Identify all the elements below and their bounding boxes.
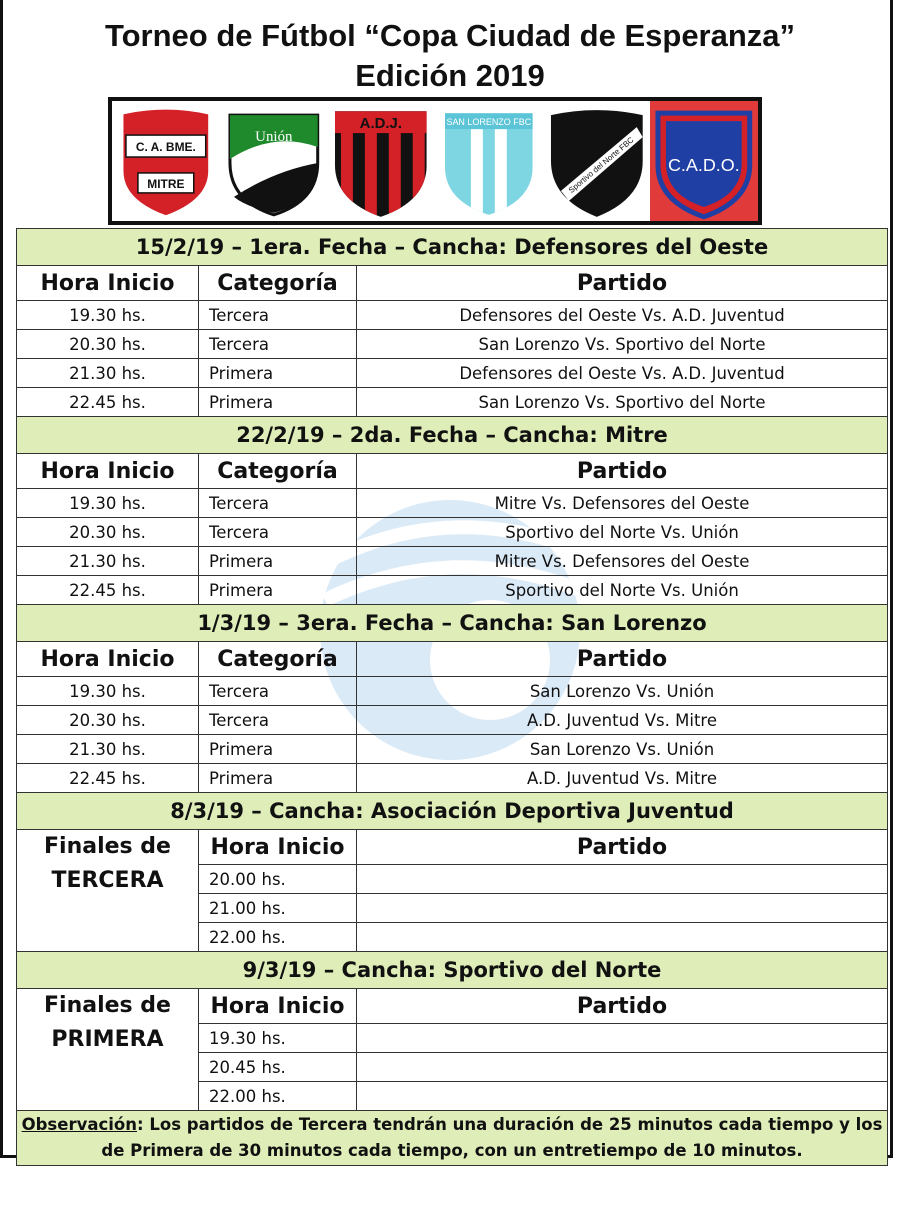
hora-cell: 20.30 hs.: [17, 518, 199, 547]
adj-crest: [327, 101, 435, 221]
column-header-categoria: Categoría: [199, 454, 357, 489]
partido-cell: A.D. Juventud Vs. Mitre: [357, 706, 888, 735]
fecha-heading: 15/2/19 – 1era. Fecha – Cancha: Defensores del Oeste: [17, 229, 888, 266]
hora-cell: 22.00 hs.: [199, 923, 357, 952]
column-header-partido: Partido: [357, 642, 888, 677]
hora-cell: 19.30 hs.: [17, 301, 199, 330]
categoria-cell: Primera: [199, 735, 357, 764]
svg-text:C.A.D.O.: C.A.D.O.: [668, 154, 741, 175]
page-title: Torneo de Fútbol “Copa Ciudad de Esperanza”: [104, 18, 796, 53]
categoria-cell: Primera: [199, 547, 357, 576]
club-crests-strip: [108, 97, 762, 225]
svg-text:MITRE: MITRE: [147, 176, 185, 191]
svg-text:SAN LORENZO FBC: SAN LORENZO FBC: [446, 117, 532, 128]
column-header-categoria: Categoría: [199, 642, 357, 677]
hora-cell: 20.00 hs.: [199, 865, 357, 894]
partido-cell: Sportivo del Norte Vs. Unión: [357, 576, 888, 605]
fecha-heading: 22/2/19 – 2da. Fecha – Cancha: Mitre: [17, 417, 888, 454]
partido-cell-empty: [357, 1024, 888, 1053]
column-header-hora: Hora Inicio: [199, 989, 357, 1024]
partido-cell: Defensores del Oeste Vs. A.D. Juventud: [357, 359, 888, 388]
final-heading: 9/3/19 – Cancha: Sportivo del Norte: [17, 952, 888, 989]
fixture-table: [16, 228, 888, 1166]
column-header-categoria: Categoría: [199, 266, 357, 301]
hora-cell: 21.00 hs.: [199, 894, 357, 923]
partido-cell: Mitre Vs. Defensores del Oeste: [357, 547, 888, 576]
finales-label: [17, 989, 199, 1111]
column-header-hora: Hora Inicio: [17, 266, 199, 301]
observation-text: : Los partidos de Tercera tendrán una duración de 25 minutos cada tiempo y los de Primera de 30 minutos cada tiempo, con un entretiempo de 10 minutos.: [101, 1115, 883, 1160]
sportivo-norte-crest: [543, 101, 651, 221]
partido-cell-empty: [357, 923, 888, 952]
observation-note: [17, 1111, 888, 1166]
cado-crest: [650, 101, 758, 221]
finales-label-line1: Finales de: [44, 993, 171, 1018]
svg-text:A.D.J.: A.D.J.: [360, 115, 403, 133]
svg-text:Sportivo del Norte FBC: Sportivo del Norte FBC: [566, 135, 636, 195]
categoria-cell: Tercera: [199, 489, 357, 518]
mitre-crest: [112, 101, 220, 221]
categoria-cell: Tercera: [199, 706, 357, 735]
san-lorenzo-crest: [435, 101, 543, 221]
table-row: [17, 301, 888, 330]
hora-cell: 21.30 hs.: [17, 547, 199, 576]
column-header-hora: Hora Inicio: [17, 454, 199, 489]
partido-cell: San Lorenzo Vs. Sportivo del Norte: [357, 330, 888, 359]
hora-cell: 21.30 hs.: [17, 735, 199, 764]
hora-cell: 22.45 hs.: [17, 764, 199, 793]
partido-cell: San Lorenzo Vs. Unión: [357, 677, 888, 706]
finales-label: [17, 830, 199, 952]
table-row: [17, 764, 888, 793]
categoria-cell: Tercera: [199, 677, 357, 706]
table-row: [17, 330, 888, 359]
table-row: [17, 388, 888, 417]
table-row: [17, 489, 888, 518]
hora-cell: 22.45 hs.: [17, 576, 199, 605]
table-row: [17, 359, 888, 388]
column-header-partido: Partido: [357, 830, 888, 865]
hora-cell: 20.45 hs.: [199, 1053, 357, 1082]
column-header-partido: Partido: [357, 266, 888, 301]
categoria-cell: Tercera: [199, 330, 357, 359]
final-heading: 8/3/19 – Cancha: Asociación Deportiva Juventud: [17, 793, 888, 830]
partido-cell: San Lorenzo Vs. Unión: [357, 735, 888, 764]
hora-cell: 21.30 hs.: [17, 359, 199, 388]
categoria-cell: Primera: [199, 388, 357, 417]
categoria-cell: Primera: [199, 359, 357, 388]
svg-text:Unión: Unión: [254, 129, 293, 146]
partido-cell: A.D. Juventud Vs. Mitre: [357, 764, 888, 793]
column-header-hora: Hora Inicio: [199, 830, 357, 865]
partido-cell: Sportivo del Norte Vs. Unión: [357, 518, 888, 547]
fecha-heading: 1/3/19 – 3era. Fecha – Cancha: San Lorenzo: [17, 605, 888, 642]
table-row: [17, 735, 888, 764]
union-crest: [220, 101, 328, 221]
hora-cell: 19.30 hs.: [17, 489, 199, 518]
partido-cell-empty: [357, 865, 888, 894]
categoria-cell: Tercera: [199, 301, 357, 330]
hora-cell: 22.00 hs.: [199, 1082, 357, 1111]
table-row: [17, 576, 888, 605]
table-row: [17, 518, 888, 547]
table-row: [17, 547, 888, 576]
categoria-cell: Tercera: [199, 518, 357, 547]
partido-cell-empty: [357, 1082, 888, 1111]
column-header-partido: Partido: [357, 454, 888, 489]
column-header-hora: Hora Inicio: [17, 642, 199, 677]
partido-cell-empty: [357, 894, 888, 923]
partido-cell-empty: [357, 1053, 888, 1082]
hora-cell: 19.30 hs.: [17, 677, 199, 706]
hora-cell: 20.30 hs.: [17, 706, 199, 735]
finales-label-line1: Finales de: [44, 834, 171, 859]
column-header-partido: Partido: [357, 989, 888, 1024]
partido-cell: San Lorenzo Vs. Sportivo del Norte: [357, 388, 888, 417]
hora-cell: 19.30 hs.: [199, 1024, 357, 1053]
table-row: [17, 706, 888, 735]
categoria-cell: Primera: [199, 764, 357, 793]
table-row: [17, 677, 888, 706]
partido-cell: Defensores del Oeste Vs. A.D. Juventud: [357, 301, 888, 330]
finales-label-line2: TERCERA: [51, 868, 164, 893]
hora-cell: 22.45 hs.: [17, 388, 199, 417]
hora-cell: 20.30 hs.: [17, 330, 199, 359]
page-subtitle: Edición 2019: [355, 58, 545, 93]
finales-label-line2: PRIMERA: [51, 1027, 164, 1052]
svg-text:C. A. BME.: C. A. BME.: [135, 140, 196, 155]
partido-cell: Mitre Vs. Defensores del Oeste: [357, 489, 888, 518]
observation-label: Observación: [21, 1115, 137, 1134]
categoria-cell: Primera: [199, 576, 357, 605]
